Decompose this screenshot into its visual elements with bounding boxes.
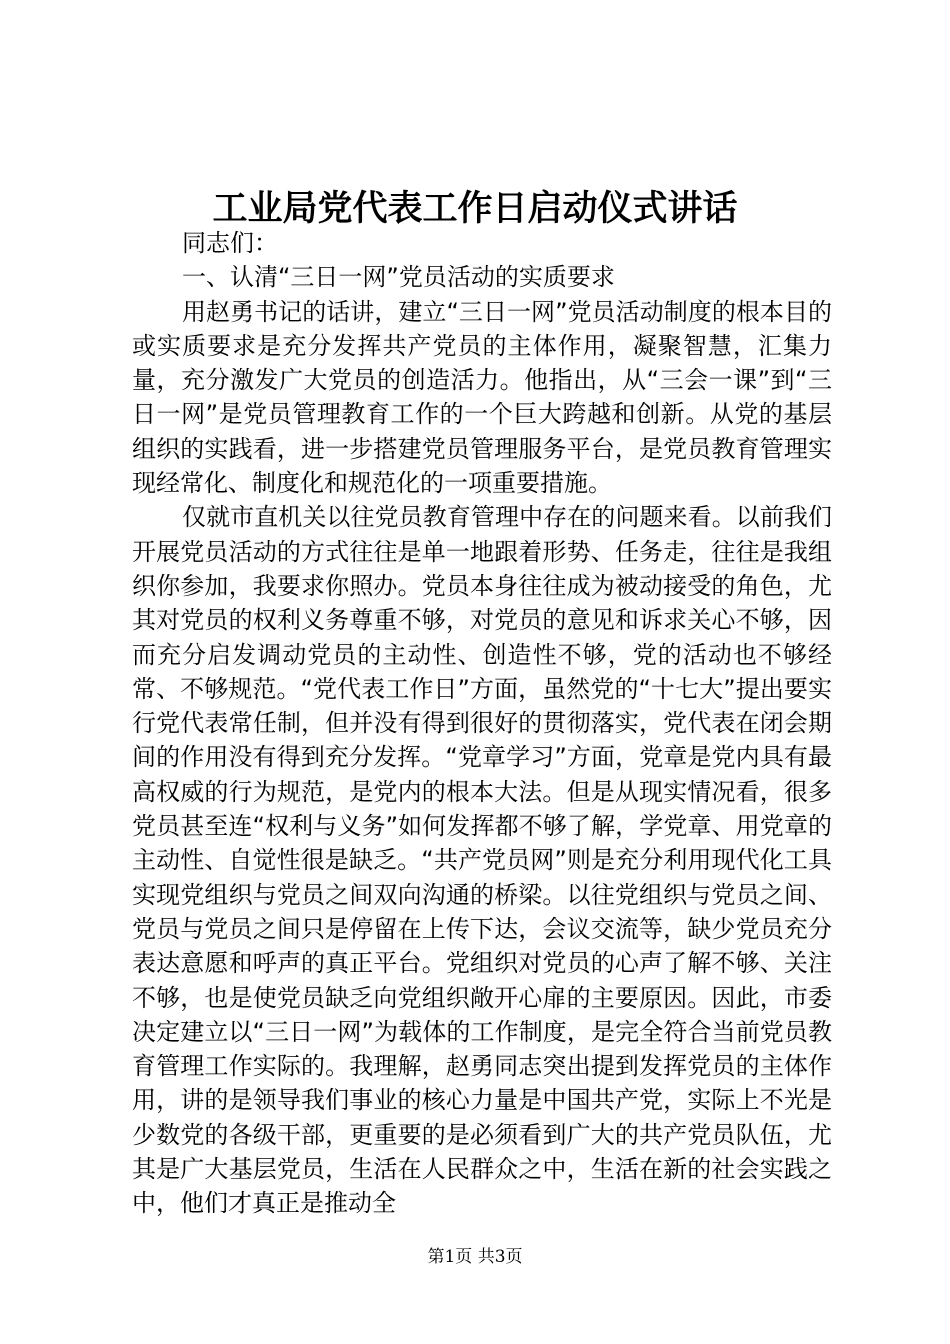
salutation: 同志们： bbox=[182, 229, 278, 257]
document-body bbox=[132, 226, 832, 1221]
document-title: 工业局党代表工作日启动仪式讲话 bbox=[212, 188, 738, 229]
page-number: 第1页 共3页 bbox=[427, 1247, 523, 1267]
body-paragraph: 用赵勇书记的话讲，建立“三日一网”党员活动制度的根本目的或实质要求是充分发挥共产党员的主体作用，凝聚智慧，汇集力量，充分激发广大党员的创造活力。他指出，从“三会一课”到“三日一网”是党员管理教育工作的一个巨大跨越和创新。从党的基层组织的实践看，进一步搭建党员管理服务平台，是党员教育管理实现经常化、制度化和规范化的一项重要措施。 bbox=[132, 297, 832, 498]
body-paragraph: 仅就市直机关以往党员教育管理中存在的问题来看。以前我们开展党员活动的方式往往是单一地跟着形势、任务走，往往是我组织你参加，我要求你照办。党员本身往往成为被动接受的角色，尤其对党员的权利义务尊重不够，对党员的意见和诉求关心不够，因而充分启发调动党员的主动性、创造性不够，党的活动也不够经常、不够规范。“党代表工作日”方面，虽然党的“十七大”提出要实行党代表常任制，但并没有得到很好的贯彻落实，党代表在闭会期间的作用没有得到充分发挥。“党章学习”方面，党章是党内具有最高权威的行为规范，是党内的根本大法。但是从现实情况看，很多党员甚至连“权利与义务”如何发挥都不够了解，学党章、用党章的主动性、自觉性很是缺乏。“共产党员网”则是充分利用现代化工具实现党组织与党员之间双向沟通的桥梁。以往党组织与党员之间、党员与党员之间只是停留在上传下达，会议交流等，缺少党员充分表达意愿和呼声的真正平台。党组织对党员的心声了解不够、关注不够，也是使党员缺乏向党组织敞开心扉的主要原因。因此，市委决定建立以“三日一网”为载体的工作制度，是完全符合当前党员教育管理工作实际的。我理解，赵勇同志突出提到发挥党员的主体作用，讲的是领导我们事业的核心力量是中国共产党，实际上不光是少数党的各级干部，更重要的是必须看到广大的共产党员队伍，尤其是广大基层党员，生活在人民群众之中，生活在新的社会实践之中，他们才真正是推动全 bbox=[132, 503, 832, 1218]
section-heading: 一、认清“三日一网”党员活动的实质要求 bbox=[182, 263, 615, 292]
